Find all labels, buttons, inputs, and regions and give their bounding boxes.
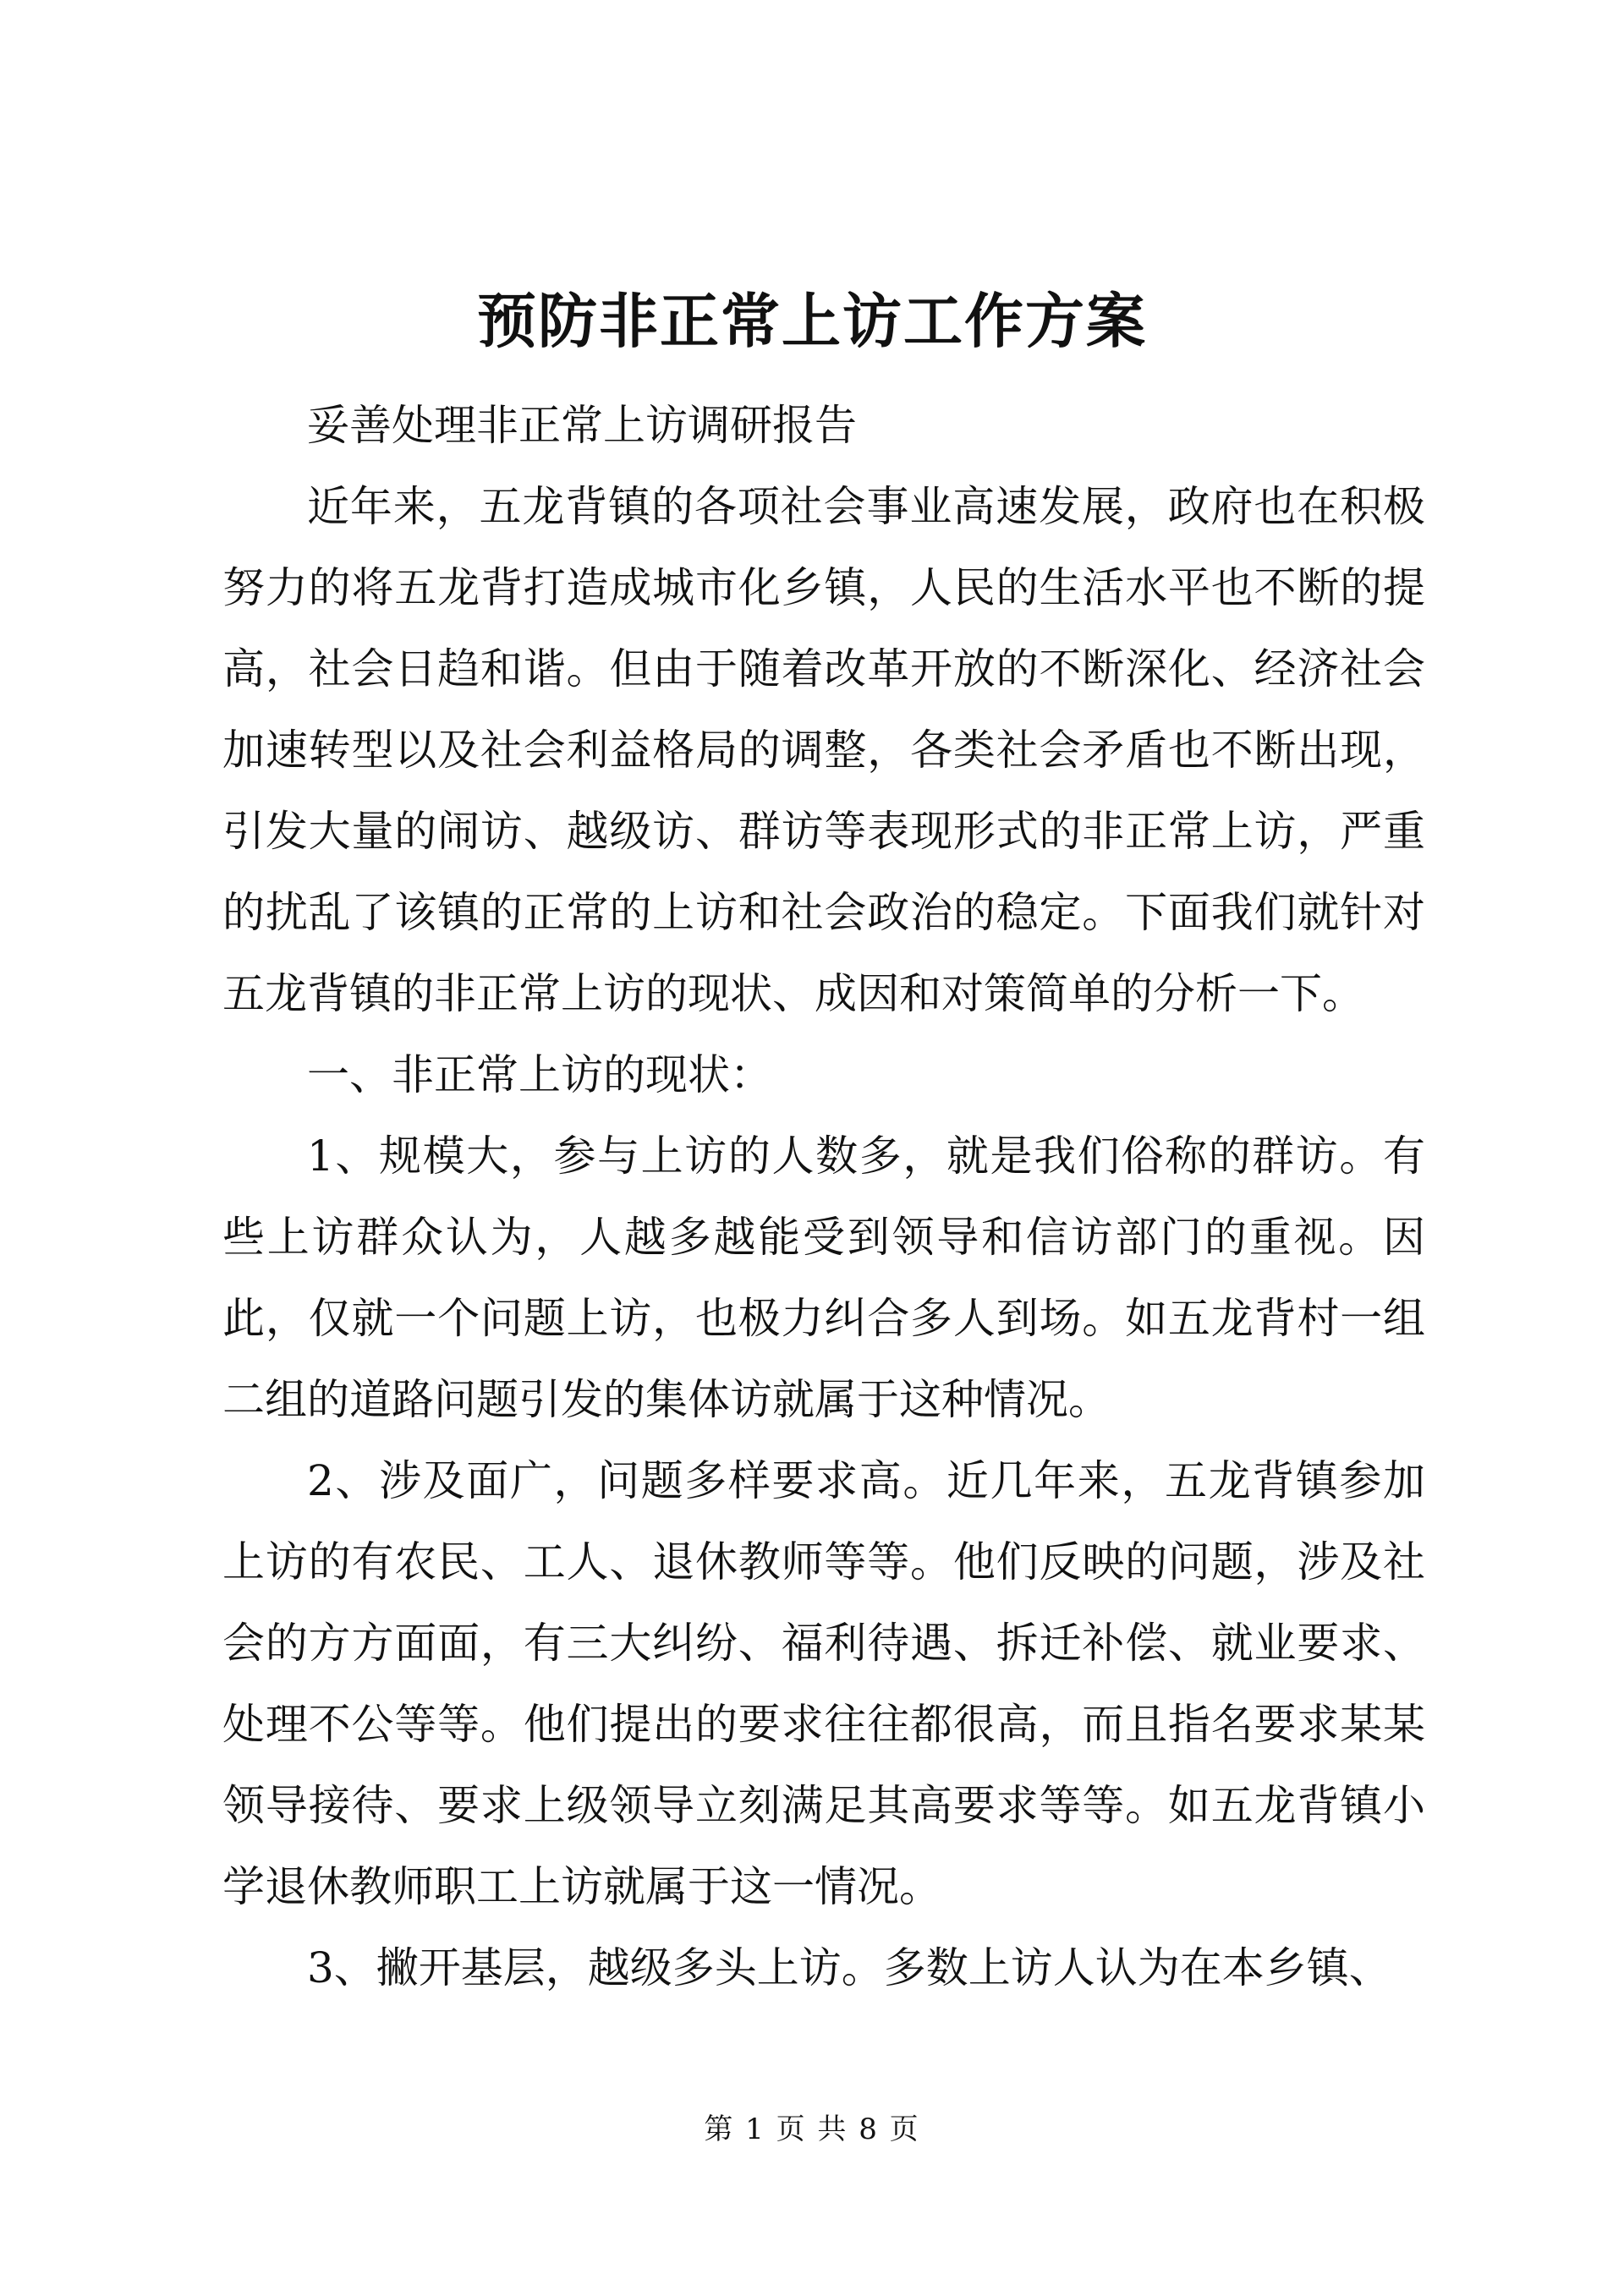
paragraph-intro: 近年来，五龙背镇的各项社会事业高速发展，政府也在积极努力的将五龙背打造成城市化乡镇，人民的生活水平也不断的提高，社会日趋和谐。但由于随着改革开放的不断深化、经济社会加速转型以及社会利益格局的调整，各类社会矛盾也不断出现，引发大量的闹访、越级访、群访等表现形式的非正常上访，严重的扰乱了该镇的正常的上访和社会政治的稳定。下面我们就针对五龙背镇的非正常上访的现状、成因和对策简单的分析一下。 [222,482,1425,1018]
document-body [222,385,1425,2008]
document-subtitle: 妥善处理非正常上访调研报告 [307,401,857,450]
paragraph-point-2: 2、涉及面广，问题多样要求高。近几年来，五龙背镇参加上访的有农民、工人、退休教师等等。他们反映的问题，涉及社会的方方面面，有三大纠纷、福利待遇、拆迁补偿、就业要求、处理不公等等。他们提出的要求往往都很高，而且指名要求某某领导接待、要求上级领导立刻满足其高要求等等。如五龙背镇小学退休教师职工上访就属于这一情况。 [222,1456,1425,1911]
paragraph-point-3: 3、撇开基层，越级多头上访。多数上访人认为在本乡镇、 [307,1943,1391,1992]
paragraph-point-1: 1、规模大，参与上访的人数多，就是我们俗称的群访。有些上访群众认为，人越多越能受到领导和信访部门的重视。因此，仅就一个问题上访，也极力纠合多人到场。如五龙背村一组二组的道路问题引发的集体访就属于这种情况。 [222,1132,1425,1424]
page-number-footer: 第 1 页 共 8 页 [704,2112,920,2146]
section-heading: 一、非正常上访的现状： [307,1050,772,1099]
document-title: 预防非正常上访工作方案 [477,286,1147,356]
